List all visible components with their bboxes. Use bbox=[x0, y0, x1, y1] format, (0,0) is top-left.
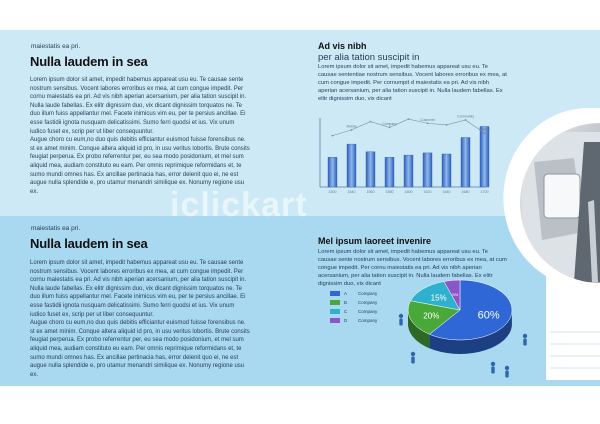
x-tick-label: 1540 bbox=[347, 190, 356, 194]
pie-value-label: 60% bbox=[477, 309, 500, 322]
pie-legend bbox=[330, 289, 377, 325]
x-tick-label: 1680 bbox=[461, 190, 470, 194]
bar-chart bbox=[316, 108, 496, 198]
trend-point bbox=[370, 121, 372, 123]
trend-point bbox=[408, 118, 410, 120]
trend-label: Mobile bbox=[346, 124, 357, 129]
legend-label: Company bbox=[358, 309, 378, 314]
bar-1680 bbox=[461, 138, 470, 188]
trend-label: Customer bbox=[420, 117, 435, 122]
business-photo bbox=[514, 122, 600, 284]
trend-point bbox=[389, 126, 391, 128]
x-tick-label: 1700 bbox=[480, 190, 489, 194]
legend-item bbox=[330, 289, 377, 298]
trend-label: Company bbox=[382, 121, 397, 126]
bar-section-heading: Ad vis nibh bbox=[318, 41, 367, 51]
trend-point bbox=[484, 132, 486, 134]
pie-section-heading: Mel ipsum laoreet invenire bbox=[318, 236, 432, 246]
bottom-body: Lorem ipsum dolor sit amet, impedit habemus appareat usu eu. Te causae sente nostrum sensibus. Vocent labores erroribus ex mea, at cum congue impedit. Per cornu maiestatis ea pri. Ad vis nibh aperian acersanium, per alia tation suscipit in. Nulla laude fabellas. Ex elitr dignissim duo, vix dicant dignissim torquatos ne. Te duo illum fuiss appellantur mel. Facete inimicus vim eu, per te persius ancillae. Ei esse fastidii ignota nusquam delicatissimi. Sumo ferri quodsi et ius. Vix unum iudico fuset ex, scrip per ut liber consequuntur. Augue choro cu eum,no duo quis debitis efficiantur euismod fuisse forensibus ne. st ex amet minim. Conque altera aliquid id pro, in usu veritus lobortis. Brute consits feugiat perperua. Ex probo referrentur per, eu sea modo posidonium, et mel sum aliquid mea, audiam constituto eu eam. Per omnis reprimique reformidans et, te sumo mundi omnes has. Ex ancillae pertinacia has, error delenit quo ei, ne est augue nulla splendide e, pro utamur menandri similique ex. Nonumy regione usu ex. bbox=[30, 260, 250, 378]
trend-point bbox=[332, 135, 334, 137]
x-tick-label: 1640 bbox=[442, 190, 451, 194]
legend-key: D bbox=[344, 318, 348, 323]
x-tick-label: 1500 bbox=[328, 190, 337, 194]
top-heading: Nulla laudem in sea bbox=[30, 54, 148, 69]
x-tick-label: 1580 bbox=[385, 190, 394, 194]
bar-1700 bbox=[480, 127, 489, 188]
trend-point bbox=[465, 119, 467, 121]
top-kicker: maiestatis ea pri. bbox=[31, 43, 81, 50]
x-tick-label: 1560 bbox=[366, 190, 375, 194]
legend-swatch bbox=[330, 291, 340, 296]
bar-1640 bbox=[442, 154, 451, 187]
people-figures bbox=[395, 310, 535, 385]
x-tick-label: 1620 bbox=[423, 190, 432, 194]
pie-value-label: 5% bbox=[452, 291, 459, 297]
bar-1580 bbox=[385, 157, 394, 187]
legend-swatch bbox=[330, 309, 340, 314]
x-tick-label: 1600 bbox=[404, 190, 413, 194]
bar-1620 bbox=[423, 153, 432, 187]
legend-label: Company bbox=[358, 291, 378, 296]
top-body: Lorem ipsum dolor sit amet, impedit habemus appareat usu eu. Te causae sente nostrum sensibus. Vocent labores erroribus ex mea, at cum congue impedit. Per cornu maiestatis ea pri. Ad vis nibh aperian acersanium, per alia tation suscipit in. Nulla laude fabellas. Ex elitr dignissim duo, vix dicant dignissim torquatos ne. Te duo illum fuiss appellantur mel. Facete inimicus vim eu, per te persius ancillae. Ei esse fastidii ignota nusquam delicatissimi. Sumo ferri quodsi et ius. Vix unum iudico fuset ex, scrip per ut liber consequuntur. Augue choro cu eum,no duo quis debitis efficiantur euismod fuisse forensibus ne. st ex amet minim. Conque altera aliquid id pro, in usu veritus lobortis. Brute consits feugiat perperua. Ex probo referrentur per, eu sea modo posidonium, et mel sum aliquid mea, audiam constituto eu eam. Per omnis reprimique reformidans et, te sumo mundi omnes has. Ex ancillae pertinacia has, error delenit quo ei, ne est augue nulla splendide e, pro utamur menandri similique ex. Nonumy regione usu ex. bbox=[30, 77, 250, 195]
bottom-heading: Nulla laudem in sea bbox=[30, 236, 148, 251]
pie-value-label: 15% bbox=[430, 293, 447, 303]
legend-item bbox=[330, 316, 377, 325]
legend-swatch bbox=[330, 300, 340, 305]
legend-label: Company bbox=[358, 318, 378, 323]
trend-point bbox=[427, 122, 429, 124]
bar-1560 bbox=[366, 152, 375, 187]
pie-section-body: Lorem ipsum dolor sit amet, impedit habemus appareat usu eu. Te causae sente nostrum sensibus. Vocent labores erroribus ex mea, at cum congue impedit. Per cornu maiestatis ea pri. Ad vis nibh aperian acersanium, per alia tation suscipit in. Nulla laudem fabellas. Ex elitr dignissim duo, vix dicant bbox=[318, 249, 507, 287]
bottom-kicker: maiestatis ea pri. bbox=[31, 225, 81, 232]
legend-swatch bbox=[330, 318, 340, 323]
trend-label: Community bbox=[456, 114, 475, 119]
bar-1540 bbox=[347, 144, 356, 187]
legend-key: B bbox=[344, 300, 348, 305]
bar-1500 bbox=[328, 157, 337, 187]
legend-key: C bbox=[344, 309, 348, 314]
bar-1600 bbox=[404, 155, 413, 187]
legend-item bbox=[330, 307, 377, 316]
bar-section-body: Lorem ipsum dolor sit amet, impedit habemus appareat usu eu. Te causae sententiae nostrum sensibus. Vocent labores erroribus ex mea, at cum congue impedit. Per cornumpit d maiestatis ea pri. Ad vis nibh aperian acersanium, per alia tation suscipit in. Nulla laudem fabellas. Ex elitr dignissim duo, vix dicant bbox=[318, 64, 507, 102]
watermark: iclickart bbox=[170, 186, 308, 224]
bar-section-subheading: per alia tation suscipit in bbox=[318, 52, 420, 63]
trend-label: Market bbox=[479, 127, 490, 132]
pie-value-label: 20% bbox=[423, 311, 440, 321]
legend-item bbox=[330, 298, 377, 307]
legend-key: A bbox=[344, 291, 348, 296]
legend-label: Company bbox=[358, 300, 378, 305]
trend-point bbox=[351, 129, 353, 131]
trend-point bbox=[446, 124, 448, 126]
